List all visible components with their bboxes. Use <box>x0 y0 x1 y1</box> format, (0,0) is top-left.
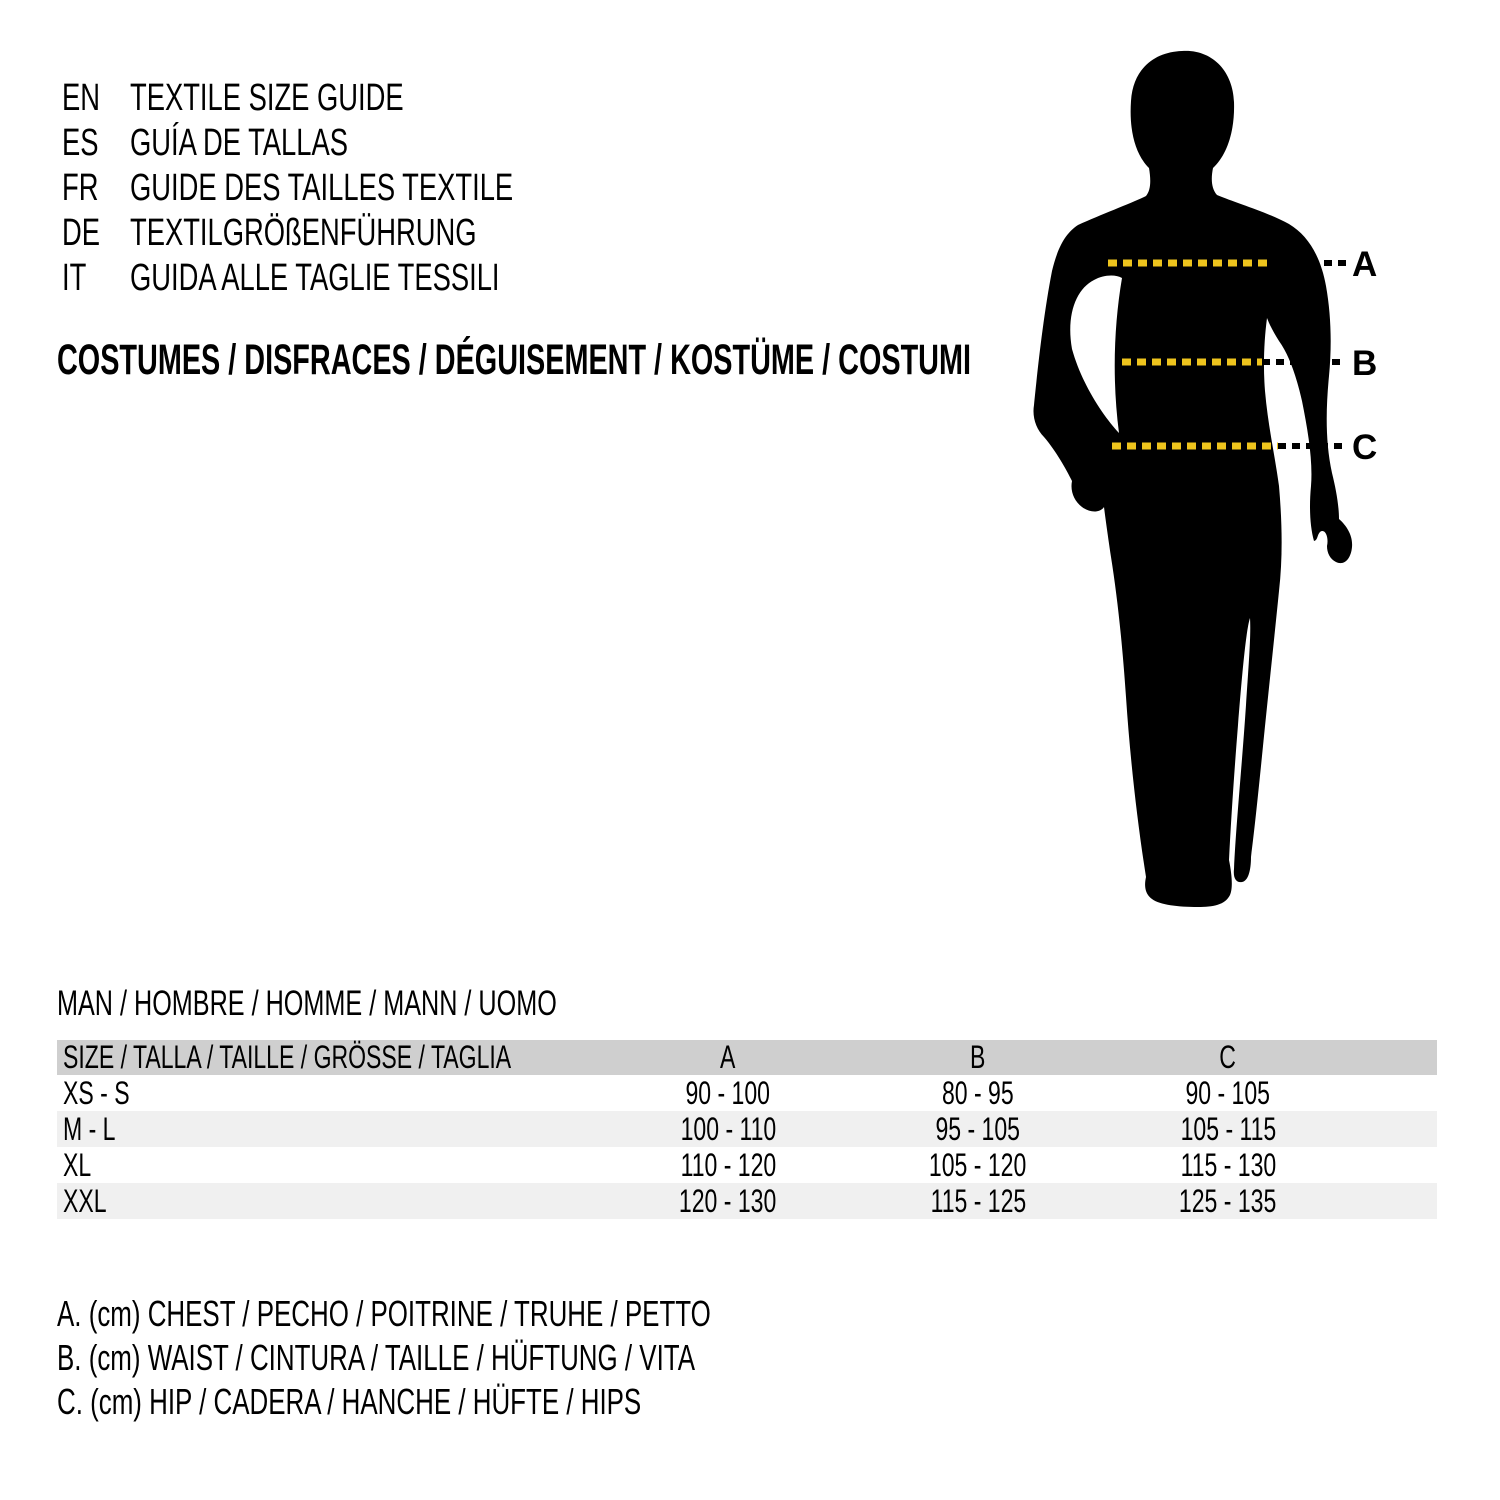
size-table-header-size-cell <box>57 1040 603 1075</box>
language-title-box <box>130 212 662 255</box>
hip-range: 115 - 130 <box>1180 1146 1276 1183</box>
size-cell <box>57 1147 603 1183</box>
language-title: TEXTILGRÖßENFÜHRUNG <box>130 212 477 254</box>
language-title-box <box>130 257 662 300</box>
hip-range: 125 - 135 <box>1179 1182 1277 1219</box>
table-row <box>57 1111 1437 1147</box>
category-title-text: COSTUMES / DISFRACES / DÉGUISEMENT / KOSTÜME / COSTUMI <box>57 336 971 384</box>
col-a-label: A <box>720 1039 736 1075</box>
language-row <box>62 211 662 256</box>
table-row <box>57 1075 1437 1111</box>
language-title-box <box>130 77 662 120</box>
language-code: DE <box>62 212 101 254</box>
language-code: ES <box>62 122 99 164</box>
waist-range: 95 - 105 <box>935 1110 1021 1147</box>
language-title: TEXTILE SIZE GUIDE <box>130 77 404 119</box>
size-table <box>57 1040 1437 1219</box>
language-code: IT <box>62 257 87 299</box>
language-code-box <box>62 122 130 165</box>
language-title-box <box>130 122 662 165</box>
waist-range: 105 - 120 <box>929 1146 1027 1183</box>
row-spacer <box>1353 1183 1437 1219</box>
col-b-label: B <box>970 1039 986 1075</box>
table-row <box>57 1147 1437 1183</box>
size-value: XS - S <box>63 1074 130 1111</box>
chest-range-cell <box>603 1147 853 1183</box>
hip-range-cell <box>1103 1183 1353 1219</box>
size-table-header-row <box>57 1040 1437 1075</box>
size-cell <box>57 1111 603 1147</box>
legend-waist-text: B. (cm) WAIST / CINTURA / TAILLE / HÜFTUNG / VITA <box>57 1337 695 1378</box>
waist-range: 80 - 95 <box>942 1074 1014 1111</box>
hip-range-cell <box>1103 1075 1353 1111</box>
hip-range: 105 - 115 <box>1180 1110 1276 1147</box>
language-code: EN <box>62 77 101 119</box>
man-silhouette-svg <box>1020 45 1380 935</box>
waist-range-cell <box>853 1147 1103 1183</box>
language-row <box>62 121 662 166</box>
chest-range: 120 - 130 <box>679 1182 777 1219</box>
language-code: FR <box>62 167 99 209</box>
measure-label-c: C <box>1352 428 1378 467</box>
gender-section-title <box>57 984 751 1024</box>
language-title: GUIDE DES TAILLES TEXTILE <box>130 167 514 209</box>
measure-label-b: B <box>1352 344 1378 383</box>
size-table-header-col-b <box>853 1040 1103 1075</box>
hip-range-cell <box>1103 1111 1353 1147</box>
legend-hip-text: C. (cm) HIP / CADERA / HANCHE / HÜFTE / HIPS <box>57 1381 642 1422</box>
language-row <box>62 76 662 121</box>
language-code-box <box>62 257 130 300</box>
legend-chest-text: A. (cm) CHEST / PECHO / POITRINE / TRUHE / PETTO <box>57 1293 711 1334</box>
measure-label-a: A <box>1352 245 1378 284</box>
language-code-box <box>62 77 130 120</box>
row-spacer <box>1353 1111 1437 1147</box>
hip-range-cell <box>1103 1147 1353 1183</box>
legend-line-chest <box>57 1292 965 1336</box>
language-title: GUIDA ALLE TAGLIE TESSILI <box>130 257 500 299</box>
hip-range: 90 - 105 <box>1185 1074 1271 1111</box>
gender-section-title-text: MAN / HOMBRE / HOMME / MANN / UOMO <box>57 984 557 1023</box>
col-c-label: C <box>1219 1039 1237 1075</box>
man-silhouette-figure <box>1020 45 1380 935</box>
legend-line-waist <box>57 1336 965 1380</box>
man-silhouette <box>1033 51 1352 907</box>
chest-range: 90 - 100 <box>685 1074 771 1111</box>
chest-range-cell <box>603 1075 853 1111</box>
table-row <box>57 1183 1437 1219</box>
language-code-box <box>62 167 130 210</box>
language-row <box>62 256 662 301</box>
size-table-header-spacer <box>1353 1040 1437 1075</box>
measurement-legend <box>57 1292 965 1424</box>
chest-range-cell <box>603 1111 853 1147</box>
size-table-header-size-label: SIZE / TALLA / TAILLE / GRÖSSE / TAGLIA <box>63 1039 512 1075</box>
language-row <box>62 166 662 211</box>
language-code-box <box>62 212 130 255</box>
row-spacer <box>1353 1075 1437 1111</box>
waist-range-cell <box>853 1183 1103 1219</box>
legend-line-hip <box>57 1380 965 1424</box>
size-value: XL <box>63 1146 92 1183</box>
language-title-box <box>130 167 662 210</box>
size-value: XXL <box>63 1182 107 1219</box>
size-cell <box>57 1183 603 1219</box>
size-table-header-col-a <box>603 1040 853 1075</box>
chest-range-cell <box>603 1183 853 1219</box>
size-cell <box>57 1075 603 1111</box>
waist-range: 115 - 125 <box>930 1182 1026 1219</box>
row-spacer <box>1353 1147 1437 1183</box>
waist-range-cell <box>853 1075 1103 1111</box>
language-title: GUÍA DE TALLAS <box>130 122 348 164</box>
size-table-header-col-c <box>1103 1040 1353 1075</box>
chest-range: 110 - 120 <box>680 1146 776 1183</box>
chest-range: 100 - 110 <box>680 1110 776 1147</box>
waist-range-cell <box>853 1111 1103 1147</box>
size-value: M - L <box>63 1110 116 1147</box>
language-title-list <box>62 76 662 301</box>
